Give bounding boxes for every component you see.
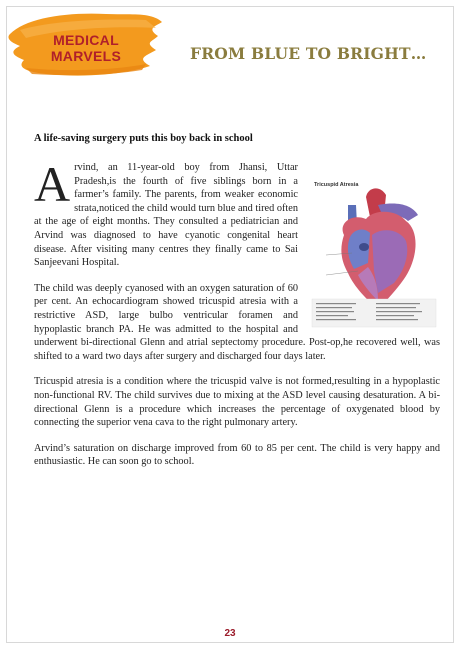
- page-title: FROM BLUE TO BRIGHT…: [190, 44, 427, 63]
- paragraph-3: Tricuspid atresia is a condition where the tricuspid valve is not formed,resulting in a hypoplastic non-functional RV. The child survives due to mixing at the ASD level causing desaturation. A bi-directional Glenn is a procedure which increases the percentage of oxygenated blood by connecting the superior vena cava to the right pulmonary artery.: [34, 376, 440, 429]
- drop-cap: A: [34, 156, 71, 212]
- section-tag-line2: MARVELS: [50, 48, 122, 64]
- figure-title: Tricuspid Atresia: [314, 182, 359, 188]
- section-tag: [44, 32, 128, 64]
- tricuspid-atresia-diagram: [308, 175, 440, 330]
- paragraph-4: Arvind’s saturation on discharge improved from 60 to 85 per cent. The child is very happy and enthusiastic. He can soon go to school.: [34, 442, 440, 468]
- article-body: [34, 156, 440, 481]
- page-number: 23: [224, 628, 236, 639]
- article-subhead: A life-saving surgery puts this boy back in school: [34, 133, 253, 144]
- paragraph-2: The child was deeply cyanosed with an oxygen saturation of 60 per cent. An echocardiogram showed tricuspid atresia with a restrictive ASD, large bulbo ventricular foramen and hypoplastic branch PA. He was admitted to the hospital and underwent bi-directional Glenn and atrial septectomy procedure. Post-op,he recovered well, was shifted to a ward two days after surgery and discharged four days later.: [34, 282, 440, 362]
- paragraph-1-text: rvind, an 11-year-old boy from Jhansi, Uttar Pradesh,is the fourth of five siblings born in a farmer’s family. The parents, from weaker economic strata,noticed the child would turn blue and tired often at the age of eight months. They consulted a pediatrician and Arvind was diagnosed to have cyanotic congenital heart disease. After visiting many centres they finally came to Sai Sanjeevani Hospital.: [34, 162, 299, 269]
- heart-illustration: [308, 175, 440, 330]
- section-tag-line1: MEDICAL: [53, 32, 119, 48]
